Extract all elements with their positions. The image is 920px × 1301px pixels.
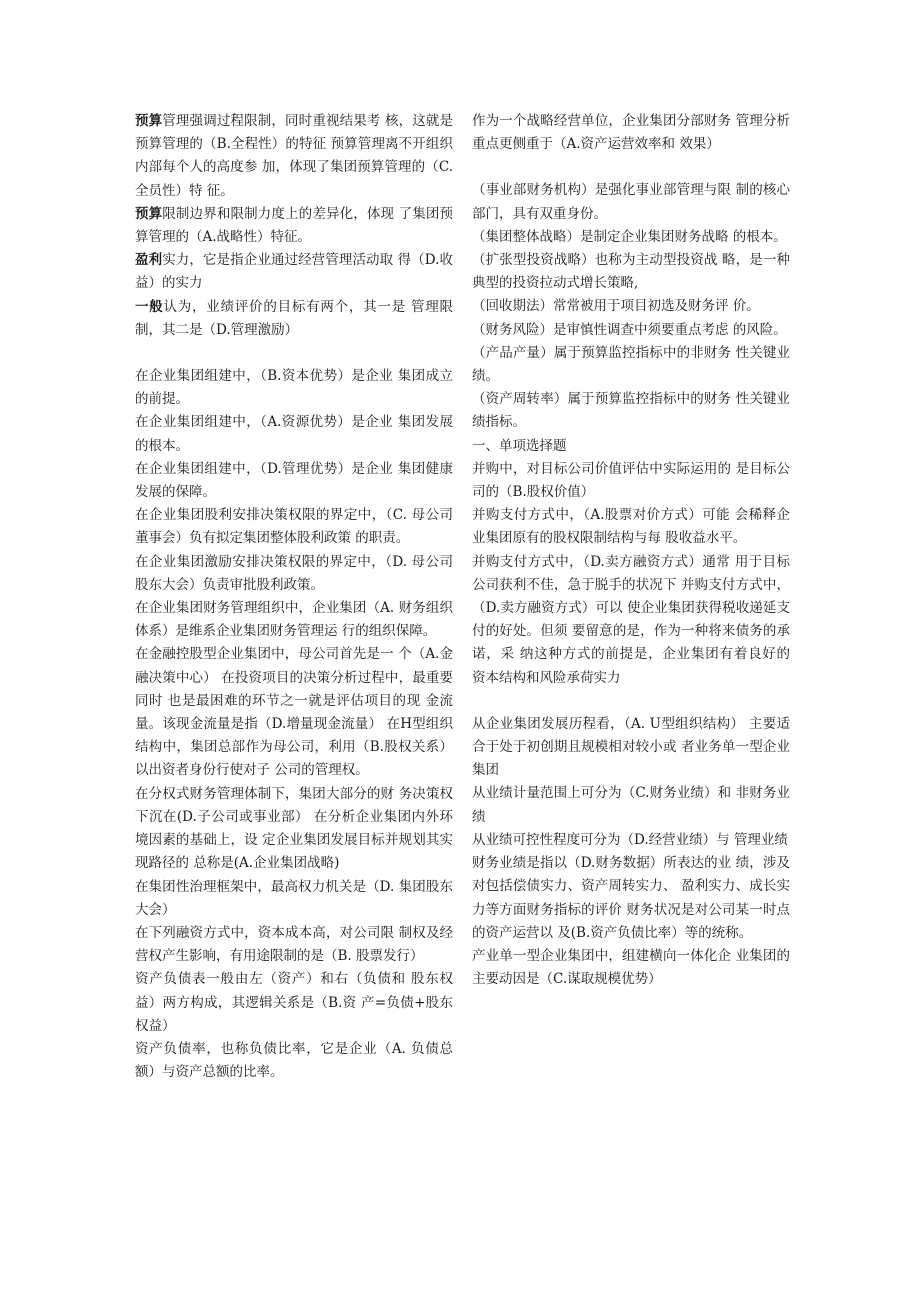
paragraph-spacer — [472, 156, 790, 179]
paragraph — [472, 458, 790, 504]
paragraph — [472, 435, 790, 458]
paragraph — [135, 922, 453, 968]
paragraph — [135, 365, 453, 411]
paragraph — [472, 945, 790, 991]
paragraph — [135, 110, 453, 203]
right-column — [472, 110, 790, 991]
paragraph-text: 管理强调过程限制，同时重视结果考 核，这就是预算管理的（B.全程性）的特征 预算管理离不开组织内部每个人的高度参 加，体现了集团预算管理的（C.全员性）特 征。 — [135, 113, 453, 199]
paragraph — [472, 342, 790, 388]
paragraph-text: 从企业集团发展历程看，（A. U型组织结构） 主要适合于处于初创期且规模相对较小或 者业务单一型企业集团 — [472, 715, 790, 779]
paragraph — [135, 504, 453, 550]
paragraph-lead: 盈利 — [135, 252, 163, 269]
paragraph-text: （事业部财务机构）是强化事业部管理与限 制的核心部门，具有双重身份。 — [472, 182, 790, 222]
paragraph-text: （回收期法）常常被用于项目初选及财务评 价。 — [472, 298, 760, 315]
paragraph-text: 在分权式财务管理体制下，集团大部分的财 务决策权下沉在(D.子公司或事业部） 在分析企业集团内外环境因素的基础上，设 定企业集团发展目标并规划其实现路径的 总称是(A.企业集团战略) — [135, 785, 453, 872]
paragraph-text: 资产负债率，也称负债比率，它是企业（A. 负债总额）与资产总额的比率。 — [135, 1040, 453, 1081]
paragraph — [135, 597, 453, 643]
paragraph-text: 一、单项选择题 — [472, 437, 567, 454]
paragraph-text: 并购支付方式中，（A.股票对价方式）可能 会稀释企业集团原有的股权限制结构与每 股收益水平。 — [472, 507, 790, 547]
paragraph-lead: 预算 — [135, 113, 163, 129]
paragraph — [135, 411, 453, 457]
paragraph-text: 在集团性治理框架中，最高权力机关是（D. 集团股东大会） — [135, 878, 453, 918]
paragraph-text: （集团整体战略）是制定企业集团财务战略 的根本。 — [472, 228, 787, 245]
paragraph — [135, 783, 453, 876]
paragraph — [135, 968, 453, 1038]
paragraph — [472, 319, 790, 342]
paragraph — [135, 249, 453, 295]
paragraph — [472, 829, 790, 852]
paragraph — [472, 295, 790, 318]
paragraph — [472, 249, 790, 295]
paragraph — [135, 876, 453, 922]
paragraph-text: 资产负债表一般由左（资产）和右（负债和 股东权益）两方构成，其逻辑关系是（B.资 产=负债+股东权益） — [135, 971, 453, 1034]
left-column — [135, 110, 453, 1084]
paragraph-text: 在企业集团股利安排决策权限的界定中，（C. 母公司董事会）负有拟定集团整体股利政策 的职责。 — [135, 507, 453, 547]
paragraph-text: 在下列融资方式中，资本成本高，对公司限 制权及经营权产生影响，有用途限制的是（B. 股票发行） — [135, 924, 453, 965]
paragraph — [472, 782, 790, 828]
paragraph-spacer — [135, 342, 453, 365]
paragraph-text: （资产周转率）属于预算监控指标中的财务 性关键业绩指标。 — [472, 391, 790, 431]
paragraph-text: 在企业集团组建中，（A.资源优势）是企业 集团发展的根本。 — [135, 414, 453, 454]
paragraph-text: （扩张型投资战略）也称为主动型投资战 略，是一种典型的投资拉动式增长策略, — [472, 252, 790, 292]
paragraph — [472, 388, 790, 434]
paragraph-text: 并购支付方式中，（D.卖方融资方式）通常 用于目标公司获利不佳，急于脱手的状况下 并购支付方式中，（D.卖方融资方式）可以 使企业集团获得税收递延支付的好处。但须 要留意的是，作为一种将来债务的承诺，采 纳这种方式的前提是，企业集团有着良好的 资本结构和风险承荷实力 — [472, 553, 790, 686]
paragraph — [135, 203, 453, 249]
paragraph-text: 实力，它是指企业通过经营管理活动取 得（D.收益）的实力 — [135, 252, 453, 292]
paragraph — [472, 110, 790, 156]
paragraph-lead: 一般 — [135, 298, 164, 315]
paragraph — [135, 296, 453, 342]
paragraph-spacer — [472, 690, 790, 713]
paragraph-text: 从业绩计量范围上可分为（C.财务业绩）和 非财务业绩 — [472, 785, 790, 825]
paragraph-text: 在企业集团激励安排决策权限的界定中，（D. 母公司股东大会）负责审批股利政策。 — [135, 553, 453, 593]
paragraph-text: 财务业绩是指以（D.财务数据）所表达的业 绩，涉及对包括偿债实力、资产周转实力、 盈利实力、成长实力等方面财务指标的评价 财务状况是对公司某一时点的资产运营以 及(B.资产负债比率）等的统称。 — [472, 855, 790, 941]
paragraph-text: 认为，业绩评价的目标有两个，其一是 管理限制，其二是（D.管理激励） — [135, 298, 454, 338]
paragraph-lead: 预算 — [135, 205, 163, 222]
paragraph-text: 在企业集团组建中，（B.资本优势）是企业 集团成立的前提。 — [135, 368, 453, 408]
paragraph-text: 从业绩可控性程度可分为（D.经营业绩）与 管理业绩 — [472, 831, 788, 848]
paragraph-text: （财务风险）是审慎性调查中须要重点考虑 的风险。 — [472, 321, 787, 338]
paragraph — [472, 852, 790, 945]
paragraph-text: 在企业集团组建中，（D.管理优势）是企业 集团健康发展的保障。 — [135, 460, 453, 501]
paragraph — [472, 504, 790, 550]
paragraph — [472, 713, 790, 783]
paragraph-text: （产品产量）属于预算监控指标中的非财务 性关键业绩。 — [472, 344, 790, 385]
paragraph-text: 限制边界和限制力度上的差异化，体现 了集团预算管理的（A.战略性）特征。 — [135, 205, 453, 246]
paragraph — [135, 643, 453, 782]
paragraph — [135, 551, 453, 597]
paragraph — [135, 1038, 453, 1084]
paragraph-text: 并购中，对目标公司价值评估中实际运用的 是目标公司的（B.股权价值） — [472, 460, 790, 501]
paragraph — [135, 458, 453, 504]
paragraph-text: 在金融控股型企业集团中，母公司首先是一 个（A.金融决策中心） 在投资项目的决策分析过程中，最重要同时 也是最困难的环节之一就是评估项目的现 金流量。该现金流量是指（D.增量现金流量） 在H型组织结构中，集团总部作为母公司，利用（B.股权关系）以出资者身份行使对子 公司的管理权。 — [135, 646, 453, 779]
paragraph-text: 产业单一型企业集团中，组建横向一体化企 业集团的主要动因是（C.谋取规模优势） — [472, 947, 790, 988]
paragraph — [472, 179, 790, 225]
paragraph-text: 在企业集团财务管理组织中，企业集团（A. 财务组织体系）是维系企业集团财务管理运 行的组织保障。 — [135, 600, 453, 640]
paragraph-text: 作为一个战略经营单位，企业集团分部财务 管理分析重点更侧重于（A.资产运营效率和 效果） — [472, 113, 790, 153]
paragraph — [472, 551, 790, 690]
paragraph — [472, 226, 790, 249]
